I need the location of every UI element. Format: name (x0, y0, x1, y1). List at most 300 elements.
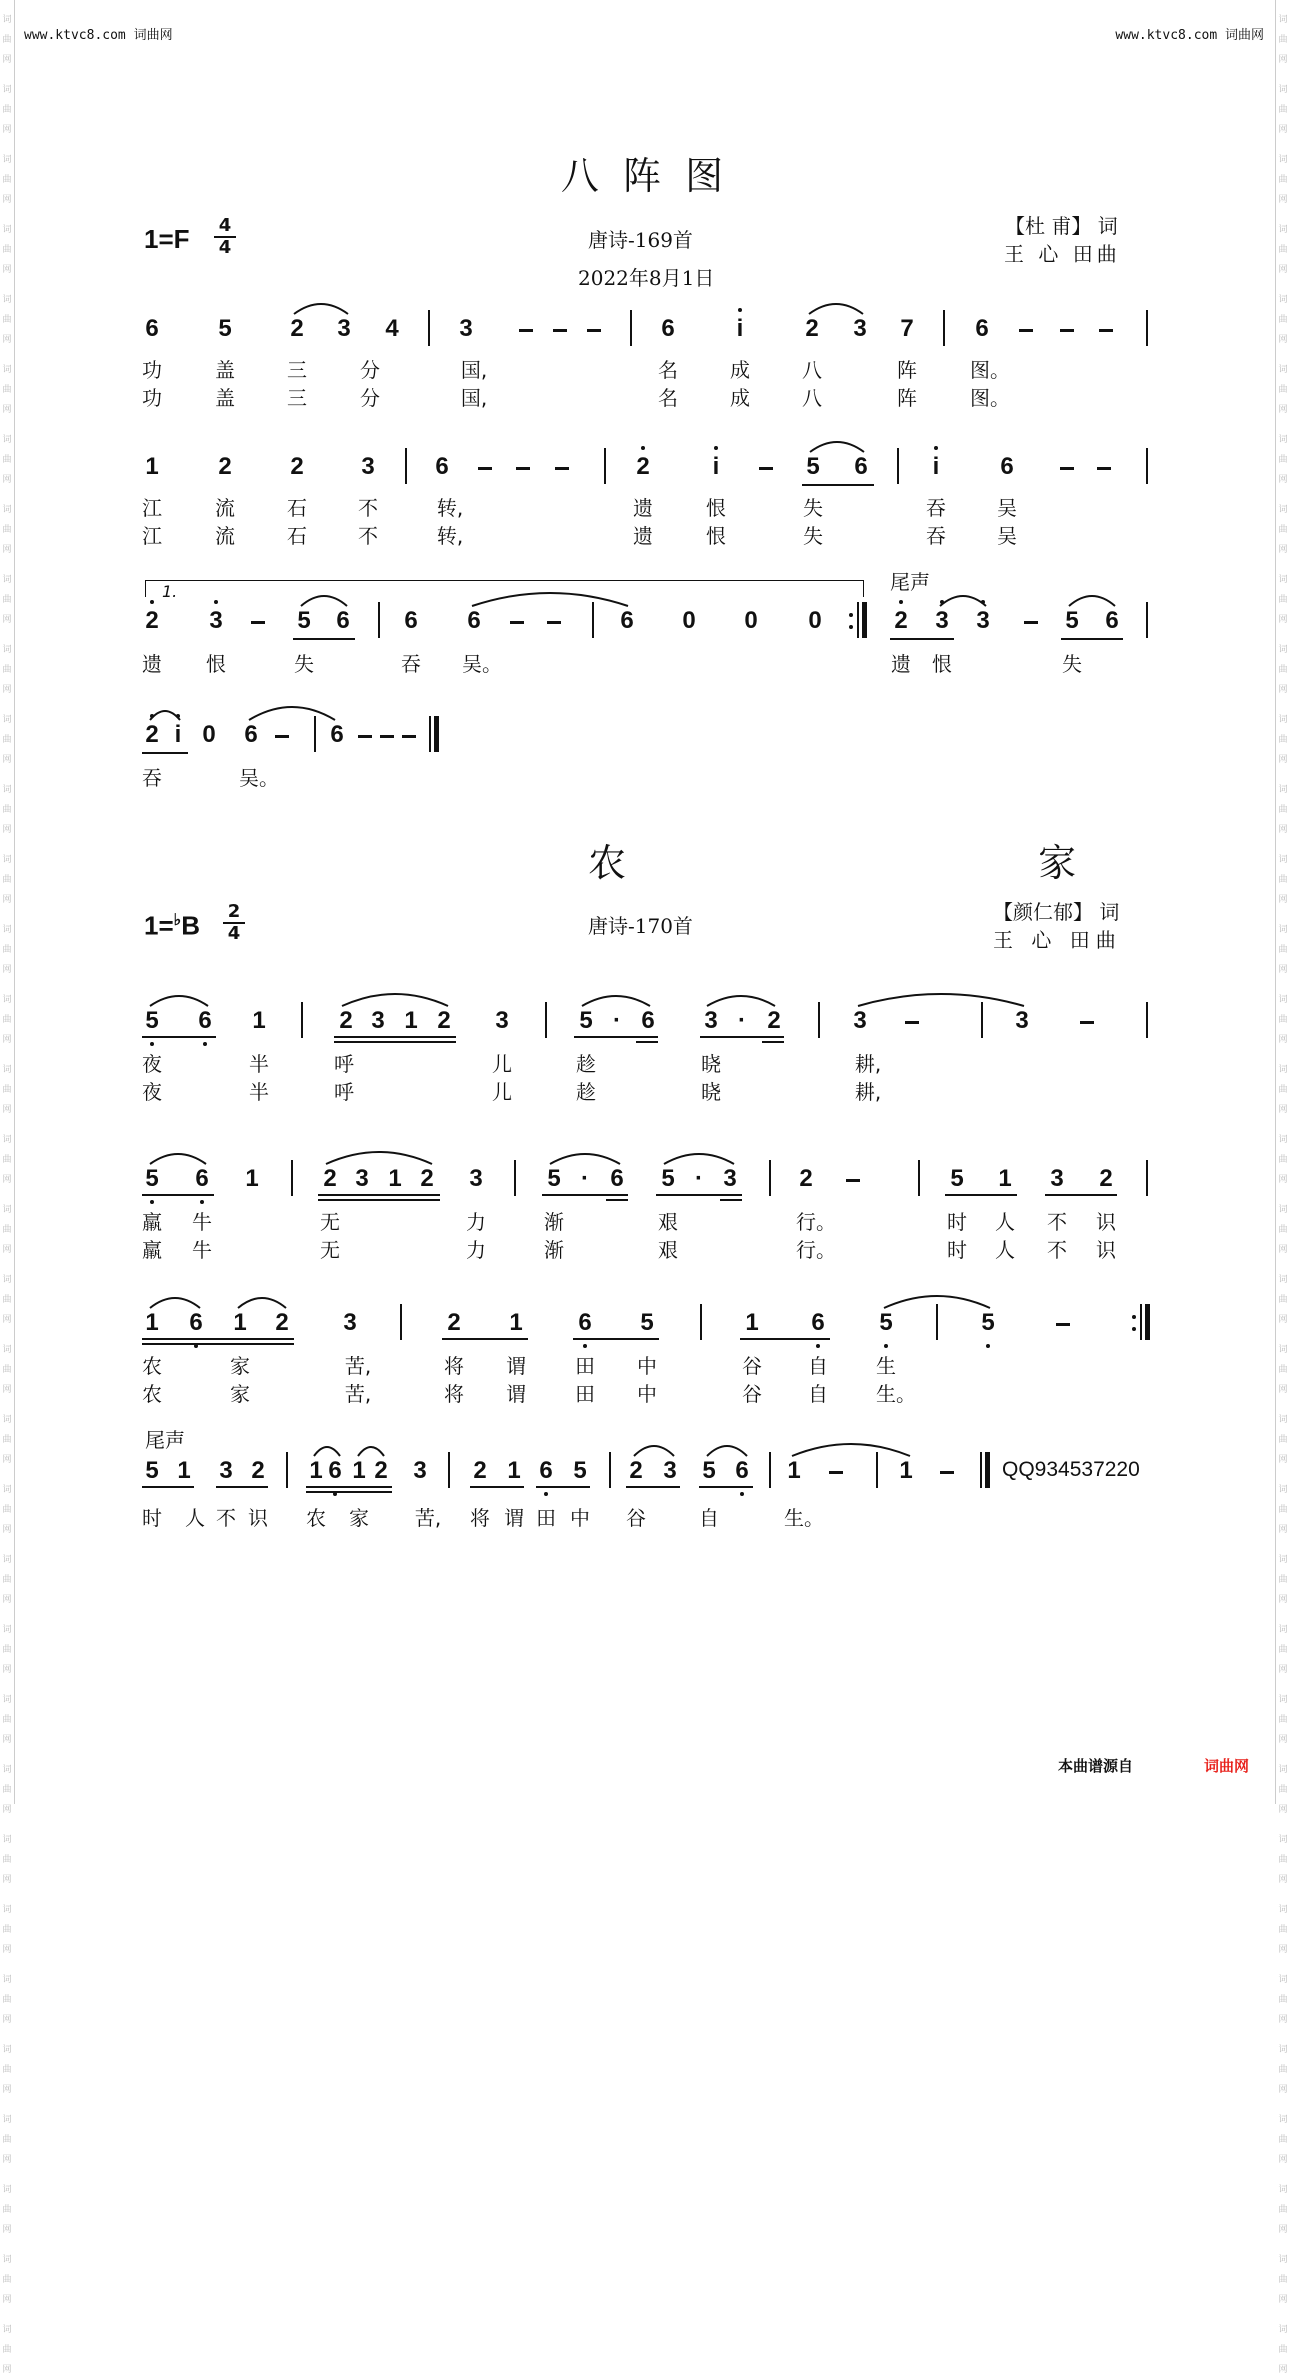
edge-watermark-text: 词 曲 网 (1278, 1135, 1288, 1185)
lyric: 成 (730, 386, 750, 410)
note: 5 (547, 1165, 561, 1192)
barline (291, 1160, 293, 1196)
lyric: 恨 (706, 524, 726, 548)
note: 2 (339, 1007, 353, 1034)
barline (400, 1304, 402, 1340)
barline (818, 1002, 820, 1038)
note: i (736, 315, 744, 342)
lyric: 失 (803, 524, 823, 548)
lyric: 成 (730, 358, 750, 382)
edge-watermark-text: 词 曲 网 (2, 925, 12, 975)
note: 1 (252, 1007, 266, 1034)
note: 5 (661, 1165, 675, 1192)
note: 1 (177, 1457, 191, 1484)
edge-watermark-text: 词 曲 网 (1278, 155, 1288, 205)
edge-watermark-text: 词 曲 网 (2, 995, 12, 1045)
tie (856, 990, 1026, 1008)
lyric: 吴。 (239, 766, 279, 790)
lyric: 八 (802, 358, 822, 382)
lyric: 分 (360, 358, 380, 382)
lyric: 转, (436, 524, 464, 548)
edge-watermark-text: 词 曲 网 (2, 225, 12, 275)
edge-watermark-text: 词 曲 网 (1278, 1065, 1288, 1115)
song2-key-prefix: 1= (144, 910, 174, 941)
edge-watermark-text: 词 曲 网 (1278, 575, 1288, 625)
lyric: 呼 (334, 1080, 354, 1104)
note: i (712, 453, 720, 480)
slur (705, 992, 777, 1008)
lyric: 行。 (796, 1238, 836, 1262)
note: 1 (507, 1457, 521, 1484)
edge-watermark-text: 词 曲 网 (1278, 1485, 1288, 1535)
lyric: 行。 (796, 1210, 836, 1234)
final-barline (985, 1452, 990, 1488)
note: 6 (145, 315, 159, 342)
lyric: 阵 (897, 358, 917, 382)
edge-watermark-text: 词 曲 网 (1278, 1555, 1288, 1605)
barline (769, 1160, 771, 1196)
note: 0 (682, 607, 696, 634)
lyric: 失 (803, 496, 823, 520)
note: 6 (330, 721, 344, 748)
edge-watermark-text: 词 曲 网 (1278, 645, 1288, 695)
barline (630, 310, 632, 346)
note: 2 (145, 721, 159, 748)
lyric: 夜 (142, 1080, 162, 1104)
lyric: 农 (306, 1506, 326, 1530)
note: 2 (799, 1165, 813, 1192)
barline (1146, 1160, 1148, 1196)
slur (808, 438, 866, 454)
volta-label: 1. (162, 582, 178, 601)
edge-watermark-text: 词 曲 网 (2, 505, 12, 555)
lyric: 图。 (970, 358, 1010, 382)
lyric: 转, (436, 496, 464, 520)
note: 6 (1000, 453, 1014, 480)
lyric: 人 (185, 1506, 205, 1530)
edge-watermark-text: 词 曲 网 (1278, 1695, 1288, 1745)
note: 0 (744, 607, 758, 634)
lyric: 功 (142, 386, 162, 410)
note: 3 (723, 1165, 737, 1192)
lyric: 盖 (215, 386, 235, 410)
song2-coda-label: 尾声 (145, 1428, 185, 1452)
tie (938, 592, 988, 608)
lyric: 呼 (334, 1052, 354, 1076)
note: 0 (202, 721, 216, 748)
edge-watermark-text: 词 曲 网 (1278, 15, 1288, 65)
lyric: 苦, (344, 1382, 372, 1406)
barline (1146, 602, 1148, 638)
edge-watermark-text: 词 曲 网 (2, 15, 12, 65)
barline (609, 1452, 611, 1488)
edge-watermark-text: 词 曲 网 (1278, 995, 1288, 1045)
lyric: 将 (444, 1382, 464, 1406)
note: 6 (195, 1165, 209, 1192)
note: · (613, 1007, 621, 1034)
footer-brand-link[interactable]: 词曲网 (1204, 1757, 1250, 1775)
note: 5 (145, 1165, 159, 1192)
note: 5 (950, 1165, 964, 1192)
lyric: 牛 (192, 1238, 212, 1262)
edge-watermark-text: 词 曲 网 (1278, 1975, 1288, 2025)
lyric: 不 (1047, 1210, 1067, 1234)
lyric: 羸 (142, 1210, 162, 1234)
lyric: 人 (995, 1210, 1015, 1234)
song1-title: 八 阵 图 (560, 154, 730, 198)
edge-watermark-text: 词 曲 网 (2, 1135, 12, 1185)
note: 6 (189, 1309, 203, 1336)
note: 1 (509, 1309, 523, 1336)
left-watermark-strip (0, 0, 15, 2375)
barline (514, 1160, 516, 1196)
edge-watermark-text: 词 曲 网 (1278, 785, 1288, 835)
lyric: 流 (215, 496, 235, 520)
edge-watermark-text: 词 曲 网 (1278, 2185, 1288, 2235)
lyric: 家 (230, 1354, 250, 1378)
note: 4 (385, 315, 399, 342)
lyric: 趁 (576, 1052, 596, 1076)
lyric: 农 (142, 1382, 162, 1406)
slur (705, 1442, 749, 1458)
edge-watermark-text: 词 曲 网 (2, 155, 12, 205)
lyric: 吞 (926, 524, 946, 548)
note: 6 (1105, 607, 1119, 634)
slur (148, 992, 210, 1008)
tie (470, 590, 630, 608)
header-site-right: www.ktvc8.com 词曲网 (1115, 28, 1264, 43)
lyric: 将 (444, 1354, 464, 1378)
barline (1146, 310, 1148, 346)
edge-watermark-text: 词 曲 网 (1278, 505, 1288, 555)
note: 2 (218, 453, 232, 480)
edge-watermark-text: 词 曲 网 (1278, 2255, 1288, 2305)
song2-time-signature: 2 4 (223, 902, 245, 944)
note: 1 (233, 1309, 247, 1336)
edge-watermark-text: 词 曲 网 (1278, 435, 1288, 485)
lyric: 家 (230, 1382, 250, 1406)
lyric: 谷 (742, 1382, 762, 1406)
edge-watermark-text: 词 曲 网 (2, 2185, 12, 2235)
lyric: 不 (1047, 1238, 1067, 1262)
repeat-end (1145, 1304, 1150, 1340)
edge-watermark-text: 词 曲 网 (2, 435, 12, 485)
lyric: 耕, (854, 1080, 882, 1104)
barline (1146, 448, 1148, 484)
note: 2 (290, 315, 304, 342)
lyric: 谷 (626, 1506, 646, 1530)
slur (340, 990, 450, 1008)
song1-lyricist: 【杜 甫】 词 (1005, 214, 1118, 238)
slur (632, 1442, 676, 1458)
lyric: 失 (294, 652, 314, 676)
lyric: 识 (248, 1506, 268, 1530)
lyric: 恨 (706, 496, 726, 520)
lyric: 恨 (932, 652, 952, 676)
edge-watermark-text: 词 曲 网 (2, 715, 12, 765)
edge-watermark-text: 词 曲 网 (2, 1695, 12, 1745)
edge-watermark-text: 词 曲 网 (1278, 925, 1288, 975)
edge-watermark-text: 词 曲 网 (2, 1205, 12, 1255)
edge-watermark-text: 词 曲 网 (2, 2325, 12, 2375)
barline (897, 448, 899, 484)
lyric: 艰 (658, 1210, 678, 1234)
note: 6 (435, 453, 449, 480)
edge-watermark-text: 词 曲 网 (2, 1415, 12, 1465)
note: 5 (573, 1457, 587, 1484)
edge-watermark-text: 词 曲 网 (1278, 365, 1288, 415)
lyric: 晓 (701, 1080, 721, 1104)
lyric: 谓 (504, 1506, 524, 1530)
note: 3 (459, 315, 473, 342)
note: 2 (290, 453, 304, 480)
note: 3 (853, 315, 867, 342)
lyric: 吞 (142, 766, 162, 790)
edge-watermark-text: 词 曲 网 (2, 2045, 12, 2095)
note: 6 (975, 315, 989, 342)
lyric: 中 (637, 1354, 657, 1378)
edge-watermark-text: 词 曲 网 (2, 1975, 12, 2025)
note: 5 (806, 453, 820, 480)
note: 2 (420, 1165, 434, 1192)
note: 3 (1050, 1165, 1064, 1192)
note: 5 (981, 1309, 995, 1336)
edge-watermark-text: 词 曲 网 (2, 2115, 12, 2165)
note: 2 (447, 1309, 461, 1336)
note: 3 (935, 607, 949, 634)
edge-watermark-text: 词 曲 网 (1278, 1205, 1288, 1255)
note: 7 (900, 315, 914, 342)
note: 6 (854, 453, 868, 480)
lyric: 吞 (401, 652, 421, 676)
tie (247, 704, 337, 722)
lyric: 苦, (414, 1506, 442, 1530)
lyric: 吴。 (462, 652, 502, 676)
note: 6 (467, 607, 481, 634)
barline (700, 1304, 702, 1340)
note: 1 (745, 1309, 759, 1336)
edge-watermark-text: 词 曲 网 (2, 1765, 12, 1815)
lyric: 识 (1096, 1210, 1116, 1234)
note: i (932, 453, 940, 480)
final-barline (434, 716, 439, 752)
note: 1 (145, 453, 159, 480)
lyric: 遗 (633, 524, 653, 548)
lyric: 时 (142, 1506, 162, 1530)
edge-watermark-text: 词 曲 网 (1278, 2045, 1288, 2095)
note: 2 (767, 1007, 781, 1034)
slur (580, 992, 652, 1008)
lyric: 中 (570, 1506, 590, 1530)
slur (324, 1148, 434, 1166)
note: 6 (539, 1457, 553, 1484)
note: 6 (198, 1007, 212, 1034)
song1-collection: 唐诗-169首 (588, 228, 693, 252)
qq-contact: QQ934537220 (1002, 1458, 1140, 1481)
lyric: 谷 (742, 1354, 762, 1378)
slur (356, 1442, 386, 1458)
note: 2 (473, 1457, 487, 1484)
lyric: 家 (349, 1506, 369, 1530)
lyric: 人 (995, 1238, 1015, 1262)
header-site-left: www.ktvc8.com 词曲网 (24, 28, 173, 43)
song1-date: 2022年8月1日 (578, 266, 715, 290)
note: 3 (663, 1457, 677, 1484)
edge-watermark-text: 词 曲 网 (1278, 1765, 1288, 1815)
slur (548, 1150, 622, 1166)
lyric: 图。 (970, 386, 1010, 410)
lyric: 自 (808, 1382, 828, 1406)
right-watermark-strip (1275, 0, 1290, 2375)
song2-composer: 王 心 田曲 (993, 928, 1122, 952)
lyric: 功 (142, 358, 162, 382)
edge-watermark-text: 词 曲 网 (2, 1905, 12, 1955)
slur (662, 1150, 736, 1166)
barline (286, 1452, 288, 1488)
note: 3 (371, 1007, 385, 1034)
lyric: 田 (575, 1354, 595, 1378)
lyric: 谓 (506, 1354, 526, 1378)
slur (1067, 592, 1117, 608)
lyric: 石 (287, 524, 307, 548)
lyric: 不 (358, 524, 378, 548)
lyric: 儿 (492, 1080, 512, 1104)
barline (545, 1002, 547, 1038)
lyric: 国, (460, 358, 488, 382)
lyric: 力 (466, 1210, 486, 1234)
slur (807, 300, 865, 316)
song1-time-signature: 4 4 (214, 216, 236, 258)
edge-watermark-text: 词 曲 网 (2, 2255, 12, 2305)
edge-watermark-text: 词 曲 网 (1278, 1905, 1288, 1955)
slur (236, 1294, 288, 1310)
lyric: 力 (466, 1238, 486, 1262)
lyric: 遗 (891, 652, 911, 676)
note: 3 (337, 315, 351, 342)
note: 3 (976, 607, 990, 634)
repeat-end (862, 602, 867, 638)
song1-composer: 王 心 田曲 (1004, 242, 1121, 266)
lyric: 田 (575, 1382, 595, 1406)
note: 6 (244, 721, 258, 748)
note: 6 (328, 1457, 342, 1484)
note: 2 (894, 607, 908, 634)
edge-watermark-text: 词 曲 网 (2, 1835, 12, 1885)
barline (918, 1160, 920, 1196)
edge-watermark-text: 词 曲 网 (2, 295, 12, 345)
lyric: 自 (699, 1506, 719, 1530)
edge-watermark-text: 词 曲 网 (1278, 1415, 1288, 1465)
flat-symbol: ♭ (173, 912, 182, 929)
note: 3 (209, 607, 223, 634)
lyric: 阵 (897, 386, 917, 410)
edge-watermark-text: 词 曲 网 (2, 1485, 12, 1535)
lyric: 遗 (633, 496, 653, 520)
lyric: 生。 (876, 1382, 916, 1406)
song1-coda-label: 尾声 (890, 570, 930, 594)
lyric: 遗 (142, 652, 162, 676)
lyric: 失 (1062, 652, 1082, 676)
edge-watermark-text: 词 曲 网 (1278, 295, 1288, 345)
note: 2 (636, 453, 650, 480)
note: 2 (251, 1457, 265, 1484)
lyric: 识 (1096, 1238, 1116, 1262)
note: 1 (998, 1165, 1012, 1192)
song2-collection: 唐诗-170首 (588, 914, 693, 938)
note: 0 (808, 607, 822, 634)
note: · (581, 1165, 589, 1192)
edge-watermark-text: 词 曲 网 (2, 365, 12, 415)
lyric: 江 (142, 496, 162, 520)
lyric: 半 (249, 1052, 269, 1076)
note: 1 (352, 1457, 366, 1484)
note: · (695, 1165, 703, 1192)
note: 5 (297, 607, 311, 634)
note: 1 (388, 1165, 402, 1192)
edge-watermark-text: 词 曲 网 (1278, 2115, 1288, 2165)
note: 6 (661, 315, 675, 342)
tie (882, 1292, 992, 1310)
lyric: 儿 (492, 1052, 512, 1076)
note: 3 (361, 453, 375, 480)
note: 6 (610, 1165, 624, 1192)
lyric: 时 (947, 1210, 967, 1234)
edge-watermark-text: 词 曲 网 (1278, 1625, 1288, 1675)
note: 5 (702, 1457, 716, 1484)
lyric: 苦, (344, 1354, 372, 1378)
note: 1 (787, 1457, 801, 1484)
lyric: 将 (470, 1506, 490, 1530)
edge-watermark-text: 词 曲 网 (1278, 715, 1288, 765)
lyric: 渐 (544, 1210, 564, 1234)
slur (292, 300, 350, 316)
lyric: 耕, (854, 1052, 882, 1076)
note: 2 (323, 1165, 337, 1192)
edge-watermark-text: 词 曲 网 (1278, 1275, 1288, 1325)
lyric: 夜 (142, 1052, 162, 1076)
lyric: 分 (360, 386, 380, 410)
note: 2 (374, 1457, 388, 1484)
note: 3 (413, 1457, 427, 1484)
barline (428, 310, 430, 346)
lyric: 八 (802, 386, 822, 410)
edge-watermark-text: 词 曲 网 (2, 85, 12, 135)
lyric: 生 (876, 1354, 896, 1378)
lyric: 吞 (926, 496, 946, 520)
lyric: 晓 (701, 1052, 721, 1076)
lyric: 石 (287, 496, 307, 520)
lyric: 时 (947, 1238, 967, 1262)
lyric: 三 (287, 358, 307, 382)
lyric: 无 (320, 1210, 340, 1234)
note: 2 (1099, 1165, 1113, 1192)
note: 2 (805, 315, 819, 342)
lyric: 不 (358, 496, 378, 520)
note: 1 (309, 1457, 323, 1484)
lyric: 中 (637, 1382, 657, 1406)
edge-watermark-text: 词 曲 网 (1278, 2325, 1288, 2375)
lyric: 盖 (215, 358, 235, 382)
note: 2 (275, 1309, 289, 1336)
note: 6 (578, 1309, 592, 1336)
note: 3 (219, 1457, 233, 1484)
note: 2 (629, 1457, 643, 1484)
edge-watermark-text: 词 曲 网 (2, 1275, 12, 1325)
note: 6 (641, 1007, 655, 1034)
barline (943, 310, 945, 346)
barline (1146, 1002, 1148, 1038)
lyric: 生。 (784, 1506, 824, 1530)
